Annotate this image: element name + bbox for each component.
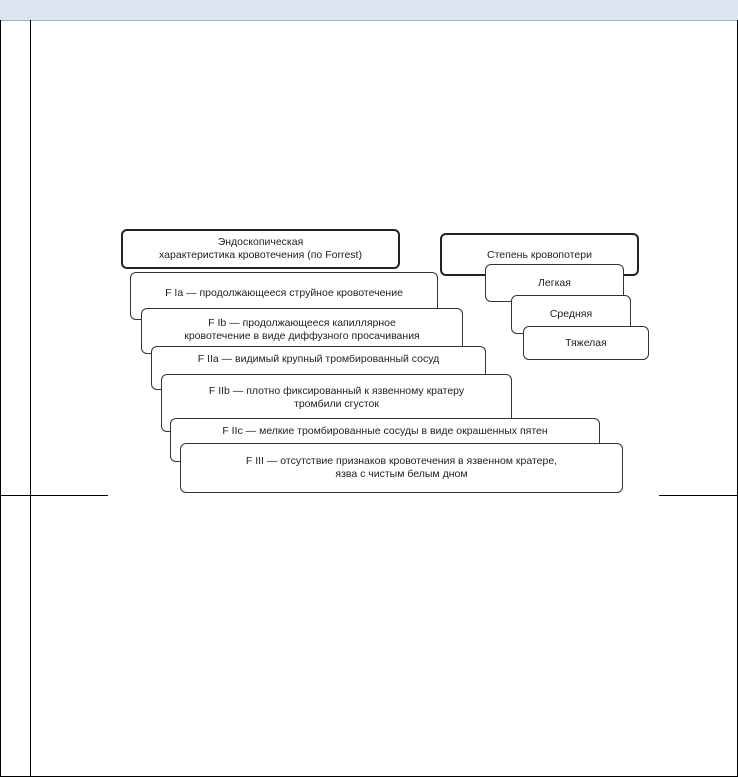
forrest-header-box xyxy=(121,229,400,269)
forrest-item-text: F IIc — мелкие тромбированные сосуды в виде окрашенных пятен xyxy=(222,425,548,437)
forrest-item-text: F III — отсутствие признаков кровотечения в язвенном кратере, язва с чистым белым дном xyxy=(245,455,558,480)
forrest-item-box xyxy=(180,443,623,493)
blood-loss-item-box xyxy=(523,326,649,360)
blood-loss-item-text: Тяжелая xyxy=(565,336,607,349)
blood-loss-item-text: Средняя xyxy=(549,308,593,320)
blood-loss-header-text: Степень кровопотери xyxy=(487,249,592,261)
blood-loss-item-text: Легкая xyxy=(538,276,571,289)
forrest-item-text: F IIb — плотно фиксированный к язвенному кратеру тромбили сгусток xyxy=(208,385,465,410)
forrest-item-text: F Ia — продолжающееся струйное кровотечение xyxy=(165,287,403,299)
table-left-border xyxy=(0,20,1,777)
table-header-strip xyxy=(0,0,738,21)
forrest-item-text: F Ib — продолжающееся капиллярное кровотечение в виде диффузного просачивания xyxy=(184,317,420,342)
table-column-divider xyxy=(30,20,31,777)
forrest-classification-diagram xyxy=(108,224,659,496)
forrest-item-text: F IIa — видимый крупный тромбированный сосуд xyxy=(197,353,440,365)
forrest-header-text: Эндоскопическая характеристика кровотечения (по Forrest) xyxy=(159,236,362,261)
